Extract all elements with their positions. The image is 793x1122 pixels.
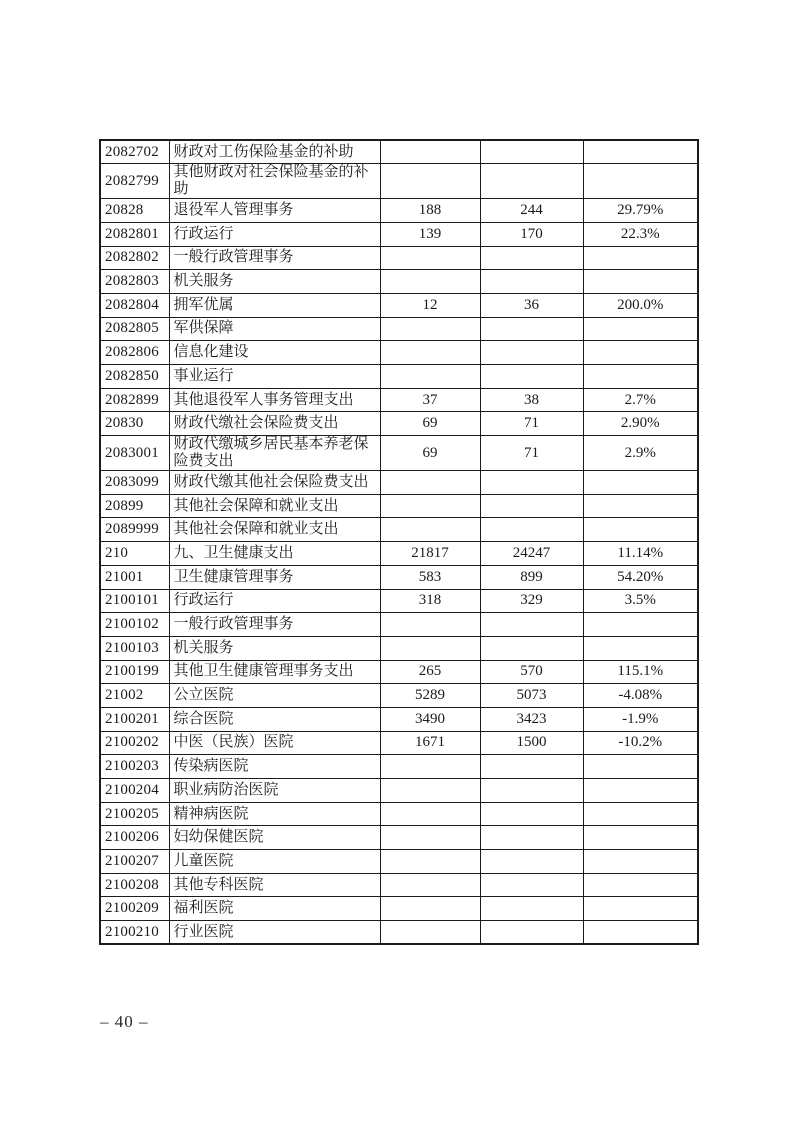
cell-value2: 3423	[480, 707, 583, 731]
cell-name: 综合医院	[169, 707, 380, 731]
cell-name: 财政对工伤保险基金的补助	[169, 140, 380, 164]
cell-value2: 1500	[480, 731, 583, 755]
page-number: – 40 –	[100, 1012, 149, 1031]
cell-percent	[583, 365, 698, 389]
cell-name: 一般行政管理事务	[169, 613, 380, 637]
cell-value1	[380, 365, 480, 389]
cell-value1	[380, 850, 480, 874]
cell-percent: 29.79%	[583, 199, 698, 223]
cell-percent: 3.5%	[583, 589, 698, 613]
cell-value1: 37	[380, 388, 480, 412]
cell-code: 2100201	[100, 707, 169, 731]
cell-name: 卫生健康管理事务	[169, 565, 380, 589]
cell-value2	[480, 850, 583, 874]
table-row	[100, 365, 698, 389]
cell-code: 2082850	[100, 365, 169, 389]
cell-percent: -1.9%	[583, 707, 698, 731]
table-row	[100, 317, 698, 341]
table-row	[100, 707, 698, 731]
table-row	[100, 222, 698, 246]
cell-value1	[380, 636, 480, 660]
cell-value1	[380, 613, 480, 637]
table-row	[100, 140, 698, 164]
cell-name: 传染病医院	[169, 755, 380, 779]
cell-code: 2082899	[100, 388, 169, 412]
table-row	[100, 589, 698, 613]
cell-code: 210	[100, 542, 169, 566]
cell-value1: 265	[380, 660, 480, 684]
cell-name: 机关服务	[169, 636, 380, 660]
cell-code: 2082799	[100, 164, 169, 199]
cell-code: 2100102	[100, 613, 169, 637]
table-row	[100, 270, 698, 294]
cell-value2	[480, 341, 583, 365]
table-row	[100, 660, 698, 684]
cell-code: 2100207	[100, 850, 169, 874]
cell-percent: -10.2%	[583, 731, 698, 755]
cell-name: 其他退役军人事务管理支出	[169, 388, 380, 412]
cell-value2	[480, 826, 583, 850]
cell-name: 其他财政对社会保险基金的补助	[169, 164, 380, 199]
table-row	[100, 164, 698, 199]
table-row	[100, 873, 698, 897]
table-row	[100, 246, 698, 270]
cell-value2	[480, 873, 583, 897]
budget-table-body	[100, 140, 698, 944]
cell-value1	[380, 518, 480, 542]
cell-name: 事业运行	[169, 365, 380, 389]
table-row	[100, 755, 698, 779]
cell-percent: 2.9%	[583, 436, 698, 471]
cell-value2	[480, 270, 583, 294]
table-row	[100, 542, 698, 566]
cell-value2: 71	[480, 436, 583, 471]
cell-value1	[380, 270, 480, 294]
cell-percent	[583, 826, 698, 850]
cell-percent: -4.08%	[583, 684, 698, 708]
cell-value2	[480, 494, 583, 518]
cell-value2	[480, 921, 583, 945]
cell-percent: 115.1%	[583, 660, 698, 684]
cell-value2: 329	[480, 589, 583, 613]
cell-percent: 2.7%	[583, 388, 698, 412]
cell-value1	[380, 921, 480, 945]
cell-percent	[583, 873, 698, 897]
cell-code: 2100206	[100, 826, 169, 850]
cell-percent	[583, 613, 698, 637]
cell-percent	[583, 471, 698, 495]
cell-value2: 71	[480, 412, 583, 436]
cell-name: 财政代缴社会保险费支出	[169, 412, 380, 436]
cell-value1	[380, 317, 480, 341]
cell-name: 行政运行	[169, 589, 380, 613]
cell-value1: 5289	[380, 684, 480, 708]
cell-value2: 899	[480, 565, 583, 589]
table-row	[100, 565, 698, 589]
cell-value1	[380, 826, 480, 850]
cell-percent	[583, 164, 698, 199]
cell-value1	[380, 140, 480, 164]
cell-value2	[480, 365, 583, 389]
cell-percent	[583, 270, 698, 294]
cell-code: 2100101	[100, 589, 169, 613]
cell-code: 2082802	[100, 246, 169, 270]
cell-name: 一般行政管理事务	[169, 246, 380, 270]
cell-value1: 583	[380, 565, 480, 589]
cell-code: 21002	[100, 684, 169, 708]
cell-percent	[583, 518, 698, 542]
table-row	[100, 471, 698, 495]
cell-value2	[480, 636, 583, 660]
table-row	[100, 518, 698, 542]
cell-name: 中医（民族）医院	[169, 731, 380, 755]
cell-code: 20828	[100, 199, 169, 223]
cell-percent	[583, 140, 698, 164]
cell-percent	[583, 246, 698, 270]
cell-code: 2100210	[100, 921, 169, 945]
cell-value2	[480, 140, 583, 164]
cell-code: 2082702	[100, 140, 169, 164]
table-row	[100, 613, 698, 637]
cell-value2: 570	[480, 660, 583, 684]
cell-code: 2100103	[100, 636, 169, 660]
cell-value2	[480, 317, 583, 341]
table-row	[100, 779, 698, 803]
budget-table	[99, 139, 699, 945]
cell-value2	[480, 518, 583, 542]
cell-name: 职业病防治医院	[169, 779, 380, 803]
cell-value2	[480, 246, 583, 270]
cell-name: 其他社会保障和就业支出	[169, 494, 380, 518]
cell-name: 九、卫生健康支出	[169, 542, 380, 566]
cell-code: 2100209	[100, 897, 169, 921]
cell-value2	[480, 471, 583, 495]
table-row	[100, 921, 698, 945]
cell-name: 公立医院	[169, 684, 380, 708]
cell-name: 信息化建设	[169, 341, 380, 365]
cell-percent	[583, 850, 698, 874]
table-row	[100, 412, 698, 436]
cell-name: 行政运行	[169, 222, 380, 246]
table-row	[100, 636, 698, 660]
cell-name: 行业医院	[169, 921, 380, 945]
cell-percent: 22.3%	[583, 222, 698, 246]
cell-code: 2082805	[100, 317, 169, 341]
table-row	[100, 388, 698, 412]
cell-percent	[583, 636, 698, 660]
cell-code: 2082806	[100, 341, 169, 365]
cell-percent: 54.20%	[583, 565, 698, 589]
cell-value1: 139	[380, 222, 480, 246]
cell-code: 2100204	[100, 779, 169, 803]
cell-value2	[480, 802, 583, 826]
cell-percent	[583, 755, 698, 779]
cell-percent	[583, 779, 698, 803]
cell-percent	[583, 802, 698, 826]
cell-percent	[583, 494, 698, 518]
table-row	[100, 494, 698, 518]
table-row	[100, 293, 698, 317]
cell-percent: 200.0%	[583, 293, 698, 317]
cell-percent: 2.90%	[583, 412, 698, 436]
cell-name: 精神病医院	[169, 802, 380, 826]
table-row	[100, 684, 698, 708]
cell-value1	[380, 341, 480, 365]
cell-value1	[380, 246, 480, 270]
cell-value1	[380, 897, 480, 921]
cell-percent	[583, 921, 698, 945]
cell-code: 2083099	[100, 471, 169, 495]
cell-name: 妇幼保健医院	[169, 826, 380, 850]
cell-value1	[380, 471, 480, 495]
cell-code: 2100203	[100, 755, 169, 779]
cell-value1: 12	[380, 293, 480, 317]
cell-value1	[380, 755, 480, 779]
cell-value2	[480, 164, 583, 199]
cell-code: 2100199	[100, 660, 169, 684]
cell-value2	[480, 613, 583, 637]
cell-code: 2082804	[100, 293, 169, 317]
cell-value2: 170	[480, 222, 583, 246]
cell-value2	[480, 779, 583, 803]
cell-percent: 11.14%	[583, 542, 698, 566]
cell-name: 拥军优属	[169, 293, 380, 317]
cell-name: 其他社会保障和就业支出	[169, 518, 380, 542]
cell-value1	[380, 779, 480, 803]
table-row	[100, 731, 698, 755]
cell-value2: 5073	[480, 684, 583, 708]
cell-name: 福利医院	[169, 897, 380, 921]
cell-code: 21001	[100, 565, 169, 589]
cell-value1	[380, 802, 480, 826]
table-row	[100, 826, 698, 850]
cell-name: 财政代缴城乡居民基本养老保险费支出	[169, 436, 380, 471]
cell-value2	[480, 897, 583, 921]
cell-value1: 69	[380, 412, 480, 436]
table-row	[100, 897, 698, 921]
cell-value1	[380, 164, 480, 199]
cell-name: 儿童医院	[169, 850, 380, 874]
table-row	[100, 802, 698, 826]
cell-name: 军供保障	[169, 317, 380, 341]
cell-name: 财政代缴其他社会保险费支出	[169, 471, 380, 495]
cell-code: 2100205	[100, 802, 169, 826]
cell-name: 退役军人管理事务	[169, 199, 380, 223]
table-row	[100, 436, 698, 471]
cell-value1: 1671	[380, 731, 480, 755]
table-row	[100, 199, 698, 223]
cell-code: 2083001	[100, 436, 169, 471]
cell-value1: 318	[380, 589, 480, 613]
cell-code: 2089999	[100, 518, 169, 542]
cell-value1: 21817	[380, 542, 480, 566]
cell-code: 2100208	[100, 873, 169, 897]
cell-code: 20830	[100, 412, 169, 436]
cell-code: 2082803	[100, 270, 169, 294]
cell-value1	[380, 494, 480, 518]
cell-value1: 69	[380, 436, 480, 471]
table-row	[100, 850, 698, 874]
cell-value1: 188	[380, 199, 480, 223]
cell-value2	[480, 755, 583, 779]
cell-value2: 24247	[480, 542, 583, 566]
cell-name: 机关服务	[169, 270, 380, 294]
cell-code: 2082801	[100, 222, 169, 246]
cell-code: 2100202	[100, 731, 169, 755]
cell-value1: 3490	[380, 707, 480, 731]
cell-percent	[583, 897, 698, 921]
cell-value2: 36	[480, 293, 583, 317]
cell-percent	[583, 317, 698, 341]
cell-percent	[583, 341, 698, 365]
cell-code: 20899	[100, 494, 169, 518]
cell-value2: 38	[480, 388, 583, 412]
cell-name: 其他专科医院	[169, 873, 380, 897]
cell-value2: 244	[480, 199, 583, 223]
table-row	[100, 341, 698, 365]
cell-name: 其他卫生健康管理事务支出	[169, 660, 380, 684]
cell-value1	[380, 873, 480, 897]
